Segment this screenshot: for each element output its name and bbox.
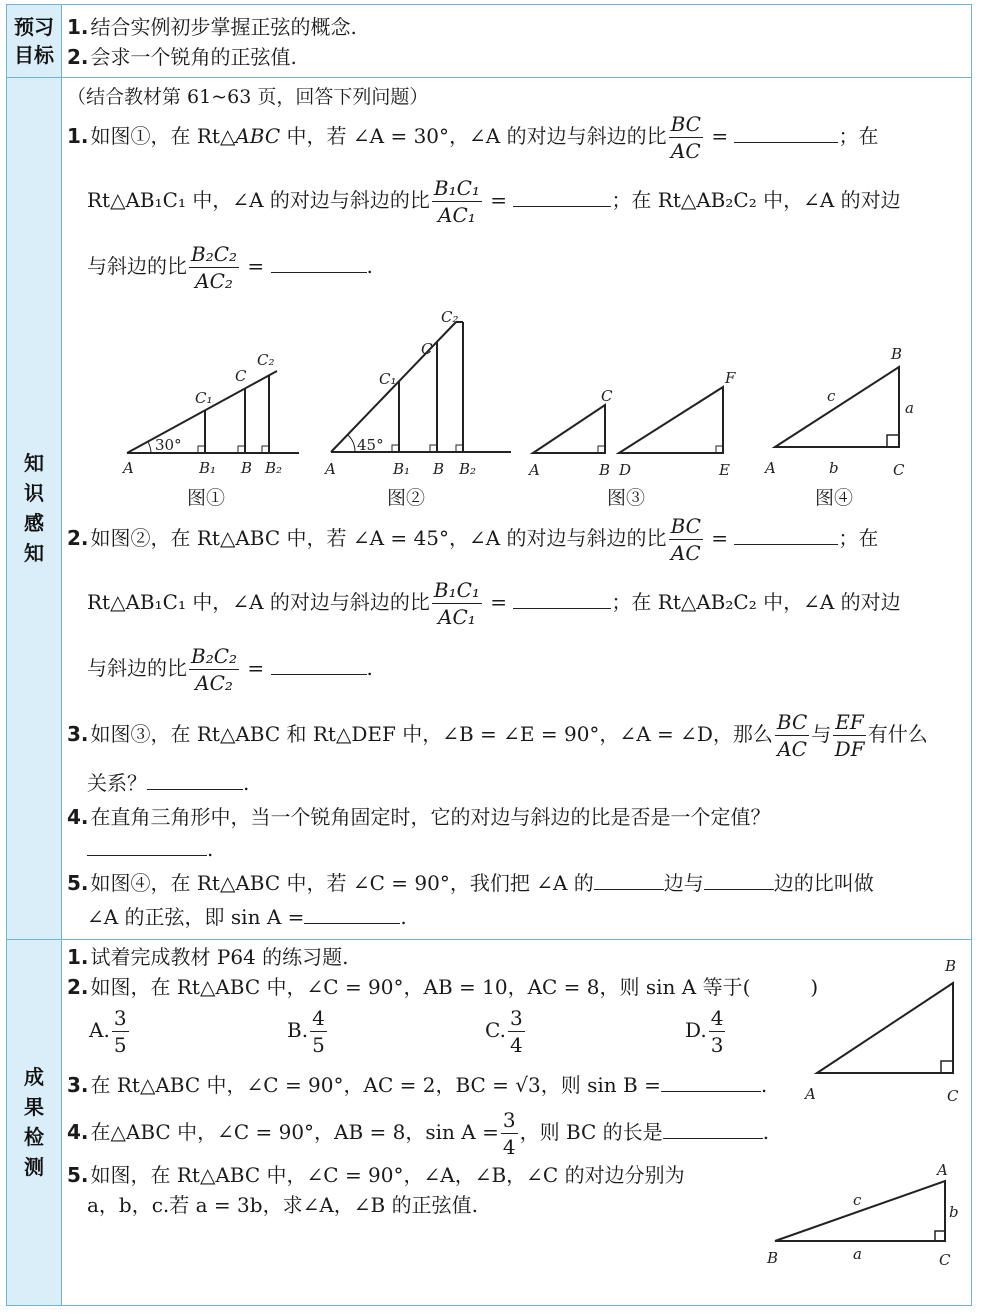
denominator: AC₁ bbox=[438, 605, 476, 629]
denominator: 5 bbox=[312, 1033, 325, 1057]
answer-blank[interactable] bbox=[271, 254, 367, 273]
text: 如图，在 Rt△ABC 中，∠C = 90°，AB = 10，AC = 8，则 sin A 等于( bbox=[90, 975, 751, 999]
triangle-abc bbox=[533, 405, 605, 453]
text: = bbox=[241, 656, 271, 680]
perceive-q3-line1 bbox=[67, 709, 928, 762]
answer-blank[interactable] bbox=[271, 656, 367, 675]
denominator: AC bbox=[670, 139, 701, 163]
numerator: B₁C₁ bbox=[433, 578, 480, 602]
right-angle-mark bbox=[598, 446, 605, 453]
right-angle-mark bbox=[935, 1231, 945, 1241]
point-label: B₁ bbox=[199, 459, 217, 477]
text: 在△ABC 中，∠C = 90°，AB = 8，sin A = bbox=[90, 1120, 499, 1144]
check-q5-line1 bbox=[67, 1161, 685, 1189]
text: ；在 Rt△AB₂C₂ 中，∠A 的对边 bbox=[611, 188, 901, 212]
option-label: C. bbox=[485, 1018, 506, 1042]
angle-label: 45° bbox=[357, 436, 384, 454]
text: = bbox=[704, 124, 735, 148]
option-d[interactable] bbox=[685, 1005, 727, 1058]
goal-number: 1. bbox=[67, 15, 89, 39]
text: = bbox=[483, 188, 514, 212]
triangle-def bbox=[619, 387, 723, 453]
question-number: 5. bbox=[67, 871, 89, 895]
numerator: EF bbox=[835, 710, 864, 734]
text: 有什么 bbox=[867, 722, 928, 746]
answer-blank[interactable] bbox=[661, 1073, 761, 1092]
figure-4 bbox=[757, 335, 937, 485]
section-check-text: 成果检测 bbox=[24, 1065, 44, 1179]
point-label: B₂ bbox=[459, 460, 477, 478]
answer-blank[interactable] bbox=[513, 188, 611, 207]
text: Rt△AB₁C₁ 中，∠A 的对边与斜边的比 bbox=[87, 590, 430, 614]
text: ；在 bbox=[838, 526, 879, 550]
right-angle-mark bbox=[941, 1061, 953, 1073]
goal-2 bbox=[67, 43, 297, 71]
angle-label: 30° bbox=[155, 436, 182, 454]
point-label: B bbox=[433, 460, 445, 478]
point-label: B bbox=[945, 957, 957, 975]
text: 在 Rt△ABC 中，∠C = 90°，AC = 2，BC = √3，则 sin B = bbox=[90, 1073, 661, 1097]
text: 试着完成教材 P64 的练习题. bbox=[90, 945, 349, 969]
point-label: C bbox=[939, 1251, 951, 1269]
triangle-abc bbox=[775, 1181, 945, 1241]
denominator: AC₂ bbox=[195, 671, 233, 695]
point-label: B₁ bbox=[393, 460, 411, 478]
text: 关系？ bbox=[87, 771, 147, 795]
fraction bbox=[775, 709, 809, 762]
numerator: 3 bbox=[502, 1108, 516, 1132]
fraction bbox=[432, 175, 482, 228]
perceive-q3-line2 bbox=[67, 769, 249, 797]
text: 如图③，在 Rt△ABC 和 Rt△DEF 中，∠B = ∠E = 90°，∠A = ∠D，那么 bbox=[90, 722, 773, 746]
point-label: A bbox=[123, 459, 134, 477]
denominator: AC₂ bbox=[195, 269, 233, 293]
worksheet bbox=[6, 4, 972, 1306]
point-label: B bbox=[891, 345, 903, 363]
fraction bbox=[189, 241, 239, 294]
numerator: BC bbox=[776, 710, 808, 734]
goal-number: 2. bbox=[67, 45, 89, 69]
question-number: 3. bbox=[67, 722, 89, 746]
text: . bbox=[760, 1073, 768, 1097]
check-q2 bbox=[67, 973, 818, 1001]
question-number: 1. bbox=[67, 945, 89, 969]
denominator: 4 bbox=[502, 1135, 516, 1159]
side-label: c bbox=[827, 387, 836, 405]
numerator: BC bbox=[670, 112, 701, 136]
perceive-q2-line2 bbox=[67, 577, 901, 630]
answer-blank[interactable] bbox=[663, 1120, 763, 1139]
text: 如图②，在 Rt△ABC 中，若 ∠A = 45°，∠A 的对边与斜边的比 bbox=[90, 526, 667, 550]
section-label-preview bbox=[7, 5, 62, 77]
perceive-q2-line1 bbox=[67, 513, 878, 566]
text: . bbox=[762, 1120, 770, 1144]
fraction bbox=[669, 513, 703, 566]
point-label: A bbox=[805, 1085, 816, 1103]
perceive-q5-line2 bbox=[67, 903, 407, 931]
question-number: 4. bbox=[67, 805, 89, 829]
text: 如图，在 Rt△ABC 中，∠C = 90°，∠A，∠B，∠C 的对边分别为 bbox=[90, 1163, 685, 1187]
answer-blank[interactable] bbox=[734, 526, 838, 545]
text: . bbox=[366, 656, 373, 680]
perceive-q4-line1 bbox=[67, 803, 771, 831]
numerator: BC bbox=[670, 514, 701, 538]
answer-blank[interactable] bbox=[594, 871, 664, 890]
side-label: b bbox=[949, 1203, 959, 1221]
text: ，则 BC 的长是 bbox=[519, 1120, 663, 1144]
question-number: 1. bbox=[67, 124, 89, 148]
question-number: 2. bbox=[67, 975, 89, 999]
text: 中，若 ∠A = 30°，∠A 的对边与斜边的比 bbox=[280, 124, 667, 148]
point-label: C bbox=[601, 387, 613, 405]
point-label: E bbox=[719, 461, 730, 479]
fraction bbox=[310, 1005, 327, 1058]
numerator: 4 bbox=[710, 1006, 724, 1030]
denominator: 3 bbox=[710, 1033, 724, 1057]
text: ；在 Rt△AB₂C₂ 中，∠A 的对边 bbox=[611, 590, 901, 614]
answer-blank[interactable] bbox=[513, 590, 611, 609]
numerator: 4 bbox=[312, 1006, 325, 1030]
figure-3 bbox=[521, 365, 741, 485]
check-q4 bbox=[67, 1107, 769, 1160]
section-preview-text: 预习目标 bbox=[14, 15, 54, 67]
denominator: AC bbox=[777, 737, 807, 761]
check-q3 bbox=[67, 1071, 767, 1099]
question-number: 4. bbox=[67, 1120, 89, 1144]
question-number: 2. bbox=[67, 526, 89, 550]
point-label: C bbox=[235, 367, 247, 385]
numerator: B₂C₂ bbox=[191, 242, 238, 266]
text: = bbox=[704, 526, 735, 550]
perceive-intro: （结合教材第 61~63 页，回答下列问题） bbox=[67, 86, 429, 108]
right-angle-mark bbox=[887, 435, 899, 447]
section-perceive-text: 知识感知 bbox=[24, 451, 44, 565]
option-b[interactable] bbox=[287, 1005, 329, 1058]
point-label: C₁ bbox=[195, 389, 213, 407]
section-label-check bbox=[7, 939, 62, 1305]
goal-1 bbox=[67, 13, 357, 41]
fraction bbox=[501, 1107, 518, 1160]
text: ) bbox=[810, 975, 819, 999]
right-angle-mark bbox=[392, 445, 399, 452]
perceive-q5-line1 bbox=[67, 869, 874, 897]
point-label: A bbox=[529, 461, 540, 479]
angle-arc bbox=[348, 435, 355, 452]
option-label: B. bbox=[287, 1018, 309, 1042]
text: Rt△AB₁C₁ 中，∠A 的对边与斜边的比 bbox=[87, 188, 430, 212]
check-figure-2 bbox=[763, 1159, 969, 1279]
point-label: B bbox=[599, 461, 611, 479]
numerator: 3 bbox=[509, 1006, 523, 1030]
check-figure-1 bbox=[801, 949, 971, 1109]
point-label: B bbox=[241, 459, 253, 477]
side-label: c bbox=[853, 1191, 862, 1209]
option-a[interactable] bbox=[89, 1005, 131, 1058]
answer-blank[interactable] bbox=[304, 905, 400, 924]
denominator: 4 bbox=[509, 1033, 523, 1057]
fraction bbox=[833, 709, 865, 762]
denominator: AC bbox=[670, 541, 701, 565]
numerator: 3 bbox=[113, 1006, 127, 1030]
text: 在直角三角形中，当一个锐角固定时，它的对边与斜边的比是否是一个定值？ bbox=[90, 805, 771, 829]
fraction bbox=[669, 111, 703, 164]
point-label: C₂ bbox=[441, 308, 459, 326]
text: a，b，c.若 a = 3b，求∠A，∠B 的正弦值. bbox=[87, 1193, 478, 1217]
denominator: AC₁ bbox=[438, 203, 476, 227]
point-label: B bbox=[767, 1249, 779, 1267]
hypotenuse bbox=[127, 371, 277, 453]
perceive-q1-line2 bbox=[67, 175, 901, 228]
right-angle-mark bbox=[716, 446, 723, 453]
right-angle-mark bbox=[198, 446, 205, 453]
fraction bbox=[112, 1005, 129, 1058]
question-number: 3. bbox=[67, 1073, 89, 1097]
option-c[interactable] bbox=[485, 1005, 527, 1058]
text: 如图①，在 Rt△ bbox=[90, 124, 236, 148]
figure-caption: 图④ bbox=[815, 487, 854, 509]
triangle-abc bbox=[817, 983, 953, 1073]
point-label: F bbox=[725, 369, 736, 387]
row-divider bbox=[7, 939, 971, 940]
point-label: C bbox=[421, 340, 433, 358]
fraction bbox=[709, 1005, 726, 1058]
point-label: B₂ bbox=[265, 459, 283, 477]
text: 如图④，在 Rt△ABC 中，若 ∠C = 90°，我们把 ∠A 的 bbox=[90, 871, 594, 895]
check-q5-line2 bbox=[67, 1191, 478, 1219]
side-label: a bbox=[905, 399, 914, 417]
perceive-q4-line2 bbox=[67, 835, 213, 863]
text: 边的比叫做 bbox=[773, 871, 874, 895]
text: . bbox=[243, 771, 250, 795]
point-label: C bbox=[947, 1087, 959, 1105]
point-label: C bbox=[893, 461, 905, 479]
point-label: A bbox=[765, 459, 776, 477]
point-label: C₁ bbox=[379, 370, 397, 388]
text: ABC bbox=[235, 124, 281, 148]
figure-1 bbox=[117, 305, 307, 485]
text: ∠A 的正弦，即 sin A = bbox=[87, 905, 305, 929]
point-label: A bbox=[937, 1161, 948, 1179]
text: . bbox=[366, 254, 373, 278]
figure-2 bbox=[321, 300, 521, 485]
right-angle-mark bbox=[430, 445, 437, 452]
row-divider bbox=[7, 77, 971, 78]
point-label: A bbox=[325, 460, 336, 478]
text: ；在 bbox=[838, 124, 879, 148]
goal-text: 结合实例初步掌握正弦的概念. bbox=[90, 15, 357, 39]
denominator: DF bbox=[834, 737, 865, 761]
goal-text: 会求一个锐角的正弦值. bbox=[90, 45, 297, 69]
numerator: B₁C₁ bbox=[433, 176, 480, 200]
figure-caption: 图② bbox=[387, 487, 426, 509]
triangle-abc bbox=[775, 367, 899, 447]
perceive-q1-line3 bbox=[67, 241, 373, 294]
denominator: 5 bbox=[113, 1033, 127, 1057]
text: . bbox=[400, 905, 407, 929]
answer-blank[interactable] bbox=[147, 771, 243, 790]
section-label-perceive bbox=[7, 77, 62, 939]
text: 与斜边的比 bbox=[87, 656, 187, 680]
text: 与 bbox=[811, 722, 832, 746]
fraction bbox=[432, 577, 482, 630]
fraction bbox=[508, 1005, 525, 1058]
perceive-q2-line3 bbox=[67, 643, 373, 696]
numerator: B₂C₂ bbox=[191, 644, 238, 668]
figure-caption: 图① bbox=[187, 487, 226, 509]
question-number: 5. bbox=[67, 1163, 89, 1187]
text: = bbox=[241, 254, 271, 278]
right-angle-mark bbox=[456, 445, 463, 452]
angle-arc bbox=[148, 442, 151, 453]
option-label: A. bbox=[89, 1018, 110, 1042]
right-angle-mark bbox=[262, 446, 269, 453]
text: 边与 bbox=[663, 871, 704, 895]
side-label: a bbox=[853, 1245, 862, 1263]
text: = bbox=[483, 590, 514, 614]
answer-blank[interactable] bbox=[704, 871, 774, 890]
fraction bbox=[189, 643, 239, 696]
text: . bbox=[207, 837, 214, 861]
answer-blank[interactable] bbox=[734, 124, 838, 143]
point-label: C₂ bbox=[257, 351, 275, 369]
side-label: b bbox=[829, 459, 839, 477]
option-label: D. bbox=[685, 1018, 707, 1042]
point-label: D bbox=[619, 461, 632, 479]
text: 与斜边的比 bbox=[87, 254, 187, 278]
answer-blank[interactable] bbox=[87, 837, 207, 856]
right-angle-mark bbox=[238, 446, 245, 453]
check-q1 bbox=[67, 943, 349, 971]
figure-caption: 图③ bbox=[607, 487, 646, 509]
perceive-q1-line1 bbox=[67, 111, 878, 164]
